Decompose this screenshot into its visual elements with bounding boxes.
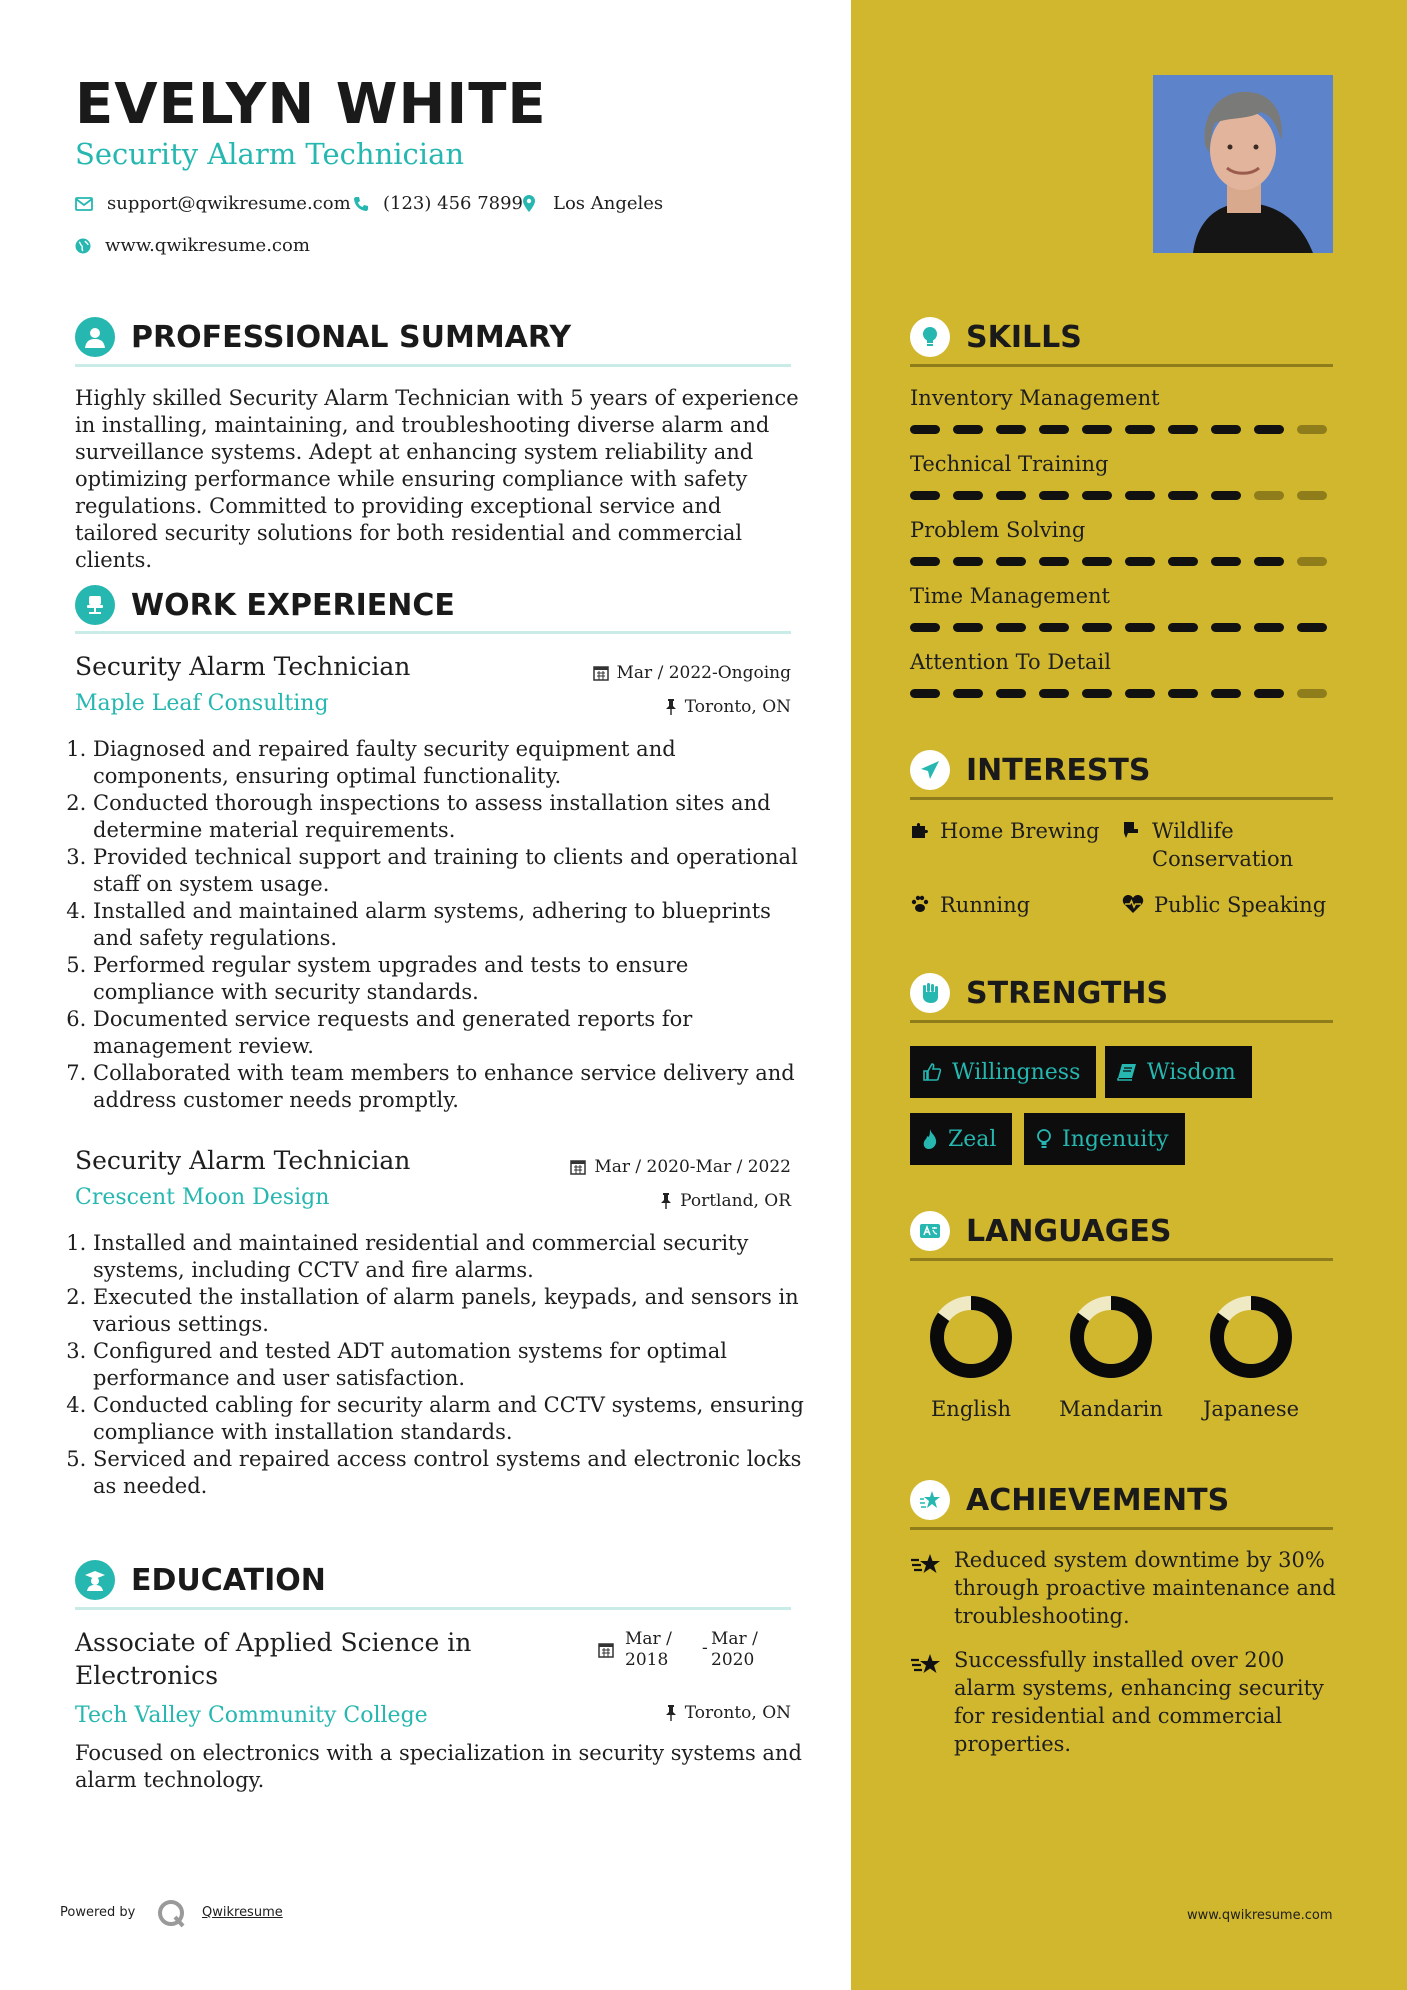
job-title: Security Alarm Technician	[75, 652, 411, 681]
summary-heading: PROFESSIONAL SUMMARY	[75, 317, 571, 357]
list-item: 3. Configured and tested ADT automation systems for optimal performance and user satisfaction.	[93, 1338, 809, 1392]
skill-level-meter	[910, 623, 1327, 632]
list-item: 2. Conducted thorough inspections to assess installation sites and determine material requirements.	[93, 790, 809, 844]
skill-dash-filled	[910, 491, 940, 500]
skill-dash-empty	[1297, 491, 1327, 500]
strengths-heading: STRENGTHS	[910, 973, 1168, 1013]
job-location: Portland, OR	[560, 1191, 791, 1211]
skill-dash-filled	[1039, 689, 1069, 698]
skill-dash-filled	[1082, 623, 1112, 632]
contact-phone[interactable]: (123) 456 7899	[353, 193, 523, 214]
skill-dash-empty	[1297, 557, 1327, 566]
date-separator: -	[702, 1638, 708, 1658]
degree-line-1: Associate of Applied Science in	[75, 1628, 472, 1657]
skill-dash-filled	[1254, 557, 1284, 566]
achievements-heading: ACHIEVEMENTS	[910, 1480, 1229, 1520]
skill-dash-filled	[1125, 557, 1155, 566]
skill-dash-filled	[1125, 689, 1155, 698]
skill-dash-filled	[953, 623, 983, 632]
skill-name: Time Management	[910, 584, 1110, 608]
contact-website[interactable]: www.qwikresume.com	[75, 235, 310, 256]
skill-dash-filled	[910, 425, 940, 434]
skill-dash-filled	[1125, 425, 1155, 434]
skill-dash-empty	[1297, 425, 1327, 434]
calendar-icon	[570, 1159, 586, 1175]
book-icon	[1117, 1063, 1137, 1081]
qwikresume-link[interactable]: Qwikresume	[202, 1905, 283, 1920]
interest-item: Public Speaking	[1122, 891, 1326, 919]
puzzle-icon	[910, 820, 930, 840]
globe-icon	[75, 238, 91, 254]
skill-level-meter	[910, 689, 1327, 698]
skill-level-meter	[910, 491, 1327, 500]
skill-dash-filled	[1211, 623, 1241, 632]
list-item: 7. Collaborated with team members to enhance service delivery and address customer needs promptly.	[93, 1060, 809, 1114]
pushpin-icon	[660, 1193, 672, 1209]
education-location: Toronto, ON	[560, 1703, 791, 1723]
skill-level-meter	[910, 425, 1327, 434]
skill-name: Inventory Management	[910, 386, 1160, 410]
list-item: 3. Provided technical support and training to clients and operational staff on system usage.	[93, 844, 809, 898]
calendar-icon	[593, 665, 609, 681]
skill-dash-filled	[1082, 491, 1112, 500]
thumbs-up-icon	[922, 1062, 942, 1082]
languages-heading: LANGUAGES	[910, 1211, 1171, 1251]
job-dates: Mar / 2022-Ongoing	[560, 663, 791, 683]
pushpin-icon	[665, 1705, 677, 1721]
list-item: 2. Executed the installation of alarm panels, keypads, and sensors in various settings.	[93, 1284, 809, 1338]
powered-by-label: Powered by	[60, 1905, 136, 1920]
skill-dash-filled	[910, 557, 940, 566]
skill-dash-filled	[996, 689, 1026, 698]
skill-dash-filled	[1168, 491, 1198, 500]
language-ring	[929, 1295, 1013, 1383]
office-chair-icon	[84, 594, 106, 616]
footer-website[interactable]: www.qwikresume.com	[1187, 1908, 1333, 1923]
skill-dash-filled	[910, 623, 940, 632]
map-pin-icon	[523, 195, 535, 212]
language-ring	[1069, 1295, 1153, 1383]
star-icon	[910, 1552, 942, 1576]
skill-dash-filled	[1082, 557, 1112, 566]
language-name: Mandarin	[1059, 1397, 1163, 1421]
user-icon	[84, 326, 106, 348]
paper-plane-icon	[920, 760, 940, 780]
interest-item: Wildlife Conservation	[1122, 817, 1293, 873]
skill-dash-empty	[1254, 491, 1284, 500]
interests-heading: INTERESTS	[910, 750, 1151, 790]
candidate-name: EVELYN WHITE	[75, 72, 547, 137]
interests-divider	[910, 797, 1333, 800]
skill-dash-filled	[1082, 425, 1112, 434]
skill-name: Attention To Detail	[910, 650, 1111, 674]
skill-dash-filled	[996, 557, 1026, 566]
star-icon	[910, 1652, 942, 1676]
language-name: English	[930, 1397, 1012, 1421]
achievement-item: Reduced system downtime by 30% through proactive maintenance and troubleshooting.	[910, 1546, 1336, 1630]
degree-line-2: Electronics	[75, 1661, 219, 1690]
skill-dash-filled	[1082, 689, 1112, 698]
list-item: 5. Serviced and repaired access control systems and electronic locks as needed.	[93, 1446, 809, 1500]
phone-icon	[353, 196, 369, 212]
list-item: 5. Performed regular system upgrades and tests to ensure compliance with security standards.	[93, 952, 809, 1006]
skill-level-meter	[910, 557, 1327, 566]
language-name: Japanese	[1202, 1397, 1300, 1421]
job-responsibilities	[75, 1230, 809, 1500]
translate-icon	[919, 1223, 941, 1239]
skill-dash-filled	[1125, 623, 1155, 632]
skill-dash-filled	[1211, 491, 1241, 500]
skill-dash-filled	[996, 491, 1026, 500]
list-item: 1. Diagnosed and repaired faulty security equipment and components, ensuring optimal functionality.	[93, 736, 809, 790]
education-divider	[75, 1607, 791, 1610]
job-location: Toronto, ON	[560, 697, 791, 717]
paw-icon	[910, 894, 930, 914]
contact-location: Los Angeles	[523, 193, 663, 214]
skill-dash-empty	[1297, 689, 1327, 698]
job-responsibilities	[75, 736, 809, 1114]
skill-name: Problem Solving	[910, 518, 1086, 542]
skill-dash-filled	[996, 623, 1026, 632]
skill-dash-filled	[1039, 425, 1069, 434]
strength-badge: Wisdom	[1105, 1046, 1252, 1098]
job-title: Security Alarm Technician	[75, 1146, 411, 1175]
job-company: Maple Leaf Consulting	[75, 691, 329, 716]
achievement-item: Successfully installed over 200 alarm systems, enhancing security for residential and commercial properties.	[910, 1646, 1324, 1758]
skill-dash-filled	[1168, 425, 1198, 434]
skills-heading: SKILLS	[910, 317, 1082, 357]
strength-badge: Zeal	[910, 1113, 1012, 1165]
qwikresume-logo-icon	[157, 1899, 187, 1933]
skills-divider	[910, 364, 1333, 367]
experience-divider	[75, 631, 791, 634]
skill-dash-filled	[1168, 689, 1198, 698]
job-company: Crescent Moon Design	[75, 1185, 330, 1210]
interest-item: Home Brewing	[910, 817, 1100, 845]
skill-name: Technical Training	[910, 452, 1109, 476]
language-ring	[1209, 1295, 1293, 1383]
envelope-icon	[75, 197, 93, 211]
list-item: 4. Conducted cabling for security alarm and CCTV systems, ensuring compliance with installation standards.	[93, 1392, 809, 1446]
skill-dash-filled	[953, 689, 983, 698]
list-item: 4. Installed and maintained alarm systems, adhering to blueprints and safety regulations.	[93, 898, 809, 952]
summary-text: Highly skilled Security Alarm Technician with 5 years of experience in installing, maintaining, and troubleshooting diverse alarm and surveillance systems. Adept at enhancing system reliability and optimizing performance while ensuring compliance with safety regulations. Committed to providing exceptional service and tailored security solutions for both residential and commercial clients.	[75, 386, 799, 572]
skill-dash-filled	[1039, 491, 1069, 500]
achievements-divider	[910, 1527, 1333, 1530]
skill-dash-filled	[1211, 689, 1241, 698]
skill-dash-filled	[1254, 689, 1284, 698]
list-item: 6. Documented service requests and generated reports for management review.	[93, 1006, 809, 1060]
strength-badge: Ingenuity	[1024, 1113, 1185, 1165]
experience-heading: WORK EXPERIENCE	[75, 585, 455, 625]
skill-dash-filled	[996, 425, 1026, 434]
pushpin-icon	[665, 699, 677, 715]
lightbulb-icon	[921, 326, 939, 348]
strength-badge: Willingness	[910, 1046, 1096, 1098]
summary-divider	[75, 364, 791, 367]
strengths-divider	[910, 1020, 1333, 1023]
book-flag-icon	[1122, 820, 1142, 840]
school-name: Tech Valley Community College	[75, 1703, 428, 1728]
skill-dash-filled	[1254, 623, 1284, 632]
skill-dash-filled	[1168, 557, 1198, 566]
languages-divider	[910, 1258, 1333, 1261]
education-description: Focused on electronics with a specialization in security systems and alarm technology.	[75, 1741, 802, 1792]
list-item: 1. Installed and maintained residential and commercial security systems, including CCTV and fire alarms.	[93, 1230, 809, 1284]
fist-icon	[921, 982, 939, 1004]
skill-dash-filled	[1039, 557, 1069, 566]
candidate-title: Security Alarm Technician	[75, 137, 465, 171]
contact-email[interactable]: support@qwikresume.com	[75, 193, 351, 214]
skill-dash-filled	[953, 557, 983, 566]
skill-dash-filled	[1297, 623, 1327, 632]
skill-dash-filled	[1211, 557, 1241, 566]
skill-dash-filled	[1254, 425, 1284, 434]
job-dates: Mar / 2020-Mar / 2022	[540, 1157, 791, 1177]
education-heading: EDUCATION	[75, 1560, 326, 1600]
lightbulb-icon	[1036, 1128, 1052, 1150]
skill-dash-filled	[1039, 623, 1069, 632]
skill-dash-filled	[1168, 623, 1198, 632]
fire-icon	[922, 1128, 938, 1150]
education-end-date: Mar / 2020	[711, 1629, 758, 1670]
calendar-icon	[598, 1642, 614, 1662]
skill-dash-filled	[1125, 491, 1155, 500]
star-icon	[919, 1489, 941, 1511]
interest-item: Running	[910, 891, 1030, 919]
skill-dash-filled	[1211, 425, 1241, 434]
skill-dash-filled	[953, 425, 983, 434]
skill-dash-filled	[910, 689, 940, 698]
skill-dash-filled	[953, 491, 983, 500]
graduate-icon	[84, 1569, 106, 1591]
education-start-date: Mar / 2018	[625, 1629, 672, 1670]
profile-photo	[1153, 75, 1333, 253]
heartbeat-icon	[1122, 894, 1144, 914]
